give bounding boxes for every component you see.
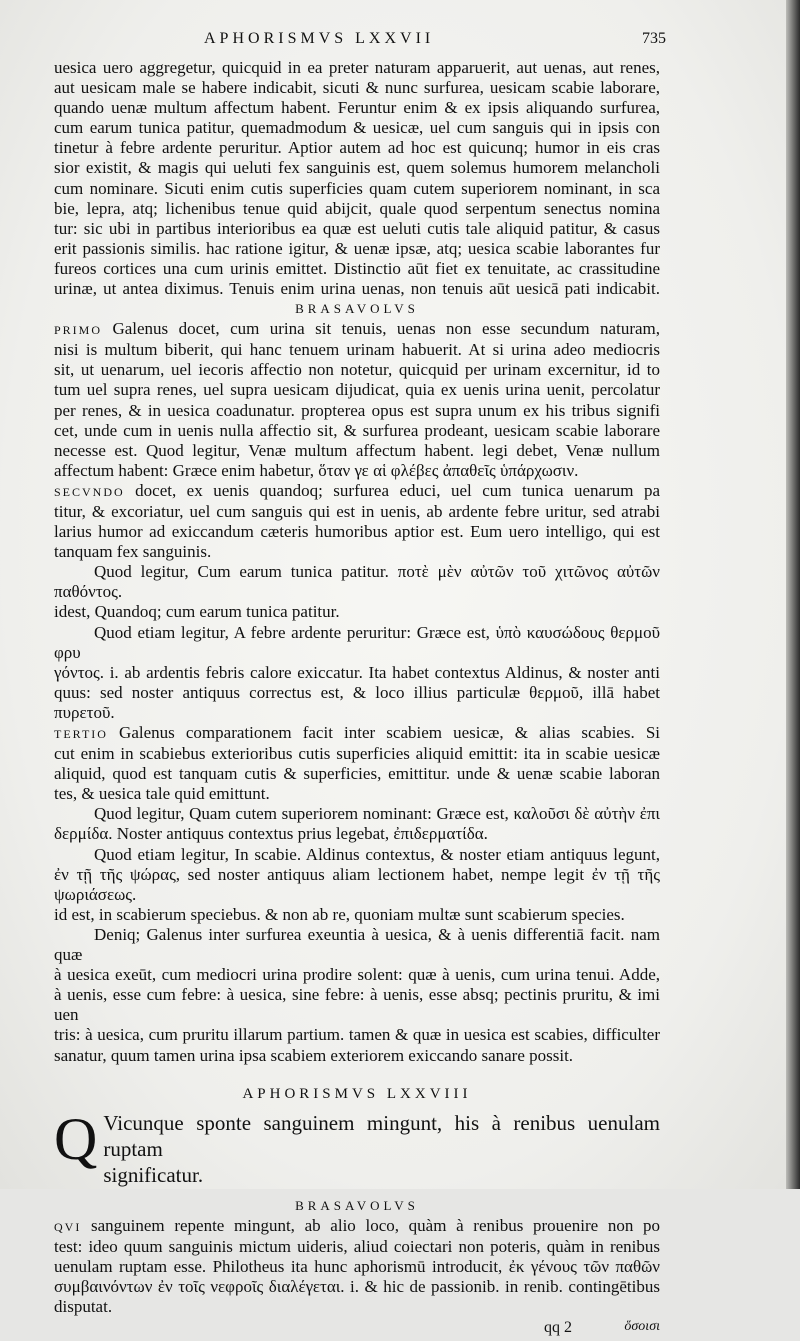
text-line: Quod legitur, Quam cutem superiorem nominant: Græce est, καλοῦσι δὲ αὐτὴν ἐπι: [94, 804, 660, 824]
paragraph-secundo: [54, 481, 660, 562]
text-line: συμβαινόντων ἐν τοῖς νεφροῖς διαλέγεται. i. & hic de passionib. in renib. contingētibus disputat.: [54, 1276, 660, 1316]
paragraph-lead-word: PRIMO: [54, 323, 103, 338]
text-line: Quod etiam legitur, In scabie. Aldinus contextus, & noster etiam antiquus legunt,: [94, 844, 660, 864]
page-footer: [54, 1317, 660, 1341]
paragraph-quod-2: [54, 623, 660, 723]
text-line: Galenus docet, cum urina sit tenuis, uenas non esse secundum naturam,: [102, 319, 660, 339]
text-line: cut enim in scabiebus exterioribus cutis superficies aliquid emittit: ita in scabie uesicæ: [54, 744, 660, 764]
text-line: aut uesicam male se habere indicabit, sicuti & nunc surfurea, uesicam scabie laborare,: [54, 78, 660, 98]
text-line: ἐν τῇ τῆς ψώρας, sed noster antiquus aliam lectionem habet, nempe legit ἐν τῇ τῆς ψωριάσεως.: [54, 864, 660, 904]
text-line: Quod etiam legitur, A febre ardente peruritur: Græce est, ὑπὸ καυσώδους θερμοῦ φρυ: [54, 622, 660, 662]
text-line: larius humor ad exiccandum cæteris humoribus aptior est. Eum uero intelligo, qui est: [54, 522, 660, 542]
text-line: sanatur, quum tamen urina ipsa scabiem exteriorem exiccando sanare possit.: [54, 1045, 574, 1065]
signature-mark: qq 2: [544, 1319, 572, 1337]
aphorism-line: significatur.: [103, 1162, 204, 1187]
text-line: Galenus comparationem facit inter scabiem uesicæ, & alias scabies. Si: [107, 723, 660, 742]
paragraph-quod-4: [54, 845, 660, 925]
text-line: tanquam fex sanguinis.: [54, 542, 212, 562]
text-line: tur: sic ubi in partibus interioribus ea quæ est ueluti cutis tale aliquid patitur, & casus: [54, 218, 660, 238]
text-line: sanguinem repente mingunt, ab alio loco, quàm à renibus prouenire non po: [81, 1215, 660, 1235]
text-block: [54, 30, 666, 1341]
aphorism-text: [54, 1105, 660, 1188]
paragraph-tertio: [54, 723, 660, 804]
text-line: titur, & excoriatur, uel cum sanguis qui est in uenis, ab ardente febre uritur, sed atrabi: [54, 501, 660, 521]
catchword: ὅσοισι: [624, 1319, 660, 1335]
text-line: uenulam ruptam esse. Philotheus ita hunc aphorismū introducit, ἐκ γένους τῶν παθῶν: [54, 1256, 660, 1276]
text-line: cet, unde cum in uenis nulla affectio sit, & surfurea prodeant, uesicam scabie laborare: [54, 420, 660, 440]
text-line: quando uenæ multum affectum habent. Feruntur enim & ex ipsis aliquando surfurea,: [54, 98, 660, 118]
text-line: idest, Quandoq; cum earum tunica patitur.: [54, 602, 340, 622]
aphorism-heading: APHORISMVS LXXVIII: [242, 1085, 472, 1102]
paragraph-qui: [54, 1216, 660, 1317]
text-line: docet, ex uenis quandoq; surfurea educi, uel cum tunica uenarum pa: [124, 480, 660, 500]
text-line: fureos cortices una cum urinis emittet. Distinctio aūt fiet ex tenuitate, ac crassitudine: [54, 258, 660, 278]
text-line: affectum habent: Græce enim habetur, ὅταν γε αἱ φλέβες ἀπαθεῖς ὑπάρχωσιν.: [54, 460, 579, 480]
aphorism-line: Vicunque sponte sanguinem mingunt, his à renibus uenulam ruptam: [103, 1110, 660, 1161]
text-line: δερμίδα. Noster antiquus contextus prius legebat, ἐπιδερματίδα.: [54, 824, 488, 844]
paragraph-lead-word: TERTIO: [54, 727, 108, 741]
text-line: bie, lepra, atq; lichenibus tenue quid abijcit, quale quod serpentum senectus nomina: [54, 198, 660, 218]
paragraph-lead-word: QVI: [54, 1219, 82, 1234]
text-line: sior existit, & magis qui ueluti fex sanguinis est, quem solemus humorem melancholi: [54, 158, 660, 178]
paragraph-primo: [54, 319, 660, 481]
text-line: à uenis, esse cum febre: à uesica, sine febre: à uenis, esse absq; pectinis pruritu, & imi uen: [54, 985, 660, 1025]
text-line: quus: sed noster antiquus correctus est, & loco illius particulæ θερμοῦ, illā habet πυρετοῦ.: [54, 682, 660, 722]
text-line: test: ideo quum sanguinis mictum uideris, aliud coiectari non poteris, quàm in renibus: [54, 1236, 660, 1256]
text-line: aliquid, quod est tanquam cutis & superficies, emittitur. unde & uenæ scabie laboran: [54, 764, 660, 784]
text-line: per renes, & in uesica coadunatur. propterea opus est supra unum ex his tribus signifi: [54, 400, 660, 420]
text-line: γόντος. i. ab ardentis febris calore exiccatur. Ita habet contextus Aldinus, & noster anti: [54, 662, 660, 682]
text-line: cum nominare. Sicuti enim cutis superficies quam cutem superiorem nominant, in sca: [54, 178, 660, 198]
text-line: erit passionis similis. hac ratione igitur, & uenæ ipsæ, atq; uesica scabie laborantes fur: [54, 238, 660, 258]
text-line: uesica uero aggregetur, quicquid in ea preter naturam apparuerit, aut uenas, aut renes,: [54, 58, 660, 77]
text-line: nisi is multum biberit, qui hanc tenuem urinam habuerit. At si urina adeo mediocris: [54, 340, 660, 360]
section-heading-brasavolus: BRASAVOLVS: [295, 1197, 419, 1213]
paragraph-quod-1: [54, 562, 660, 622]
text-line: necesse est. Quod legitur, Venæ multum affectum habent. legi debet, Venæ nullum: [54, 440, 660, 460]
commentary-top: [54, 58, 660, 299]
text-line: Deniq; Galenus inter surfurea exeuntia à uesica, & à uenis differentiā facit. nam quæ: [54, 924, 660, 965]
paragraph-lead-word: SECVNDO: [54, 484, 125, 499]
text-line: Quod legitur, Cum earum tunica patitur. ποτὲ μὲν αὐτῶν τοῦ χιτῶνος αὐτῶν παθόντος.: [54, 562, 660, 602]
drop-cap: Q: [54, 1105, 98, 1172]
text-line: tes, & uesica tale quid emittunt.: [54, 784, 270, 804]
text-line: tris: à uesica, cum pruritu illarum partium. tamen & quæ in uesica est scabies, difficulter: [54, 1025, 660, 1045]
text-line: urinæ, ut antea diximus. Tenuis enim urina uenas, non tenuis aūt uesicā pati indicabit.: [54, 279, 660, 299]
page-number: 735: [642, 30, 666, 47]
text-line: sit, ut uenarum, uel iecoris affectio non notetur, quicquid per urinam excernitur, id to: [54, 360, 660, 380]
text-line: à uesica exeūt, cum mediocri urina prodire solent: quæ à uenis, cum urina tenui. Adde,: [54, 965, 660, 985]
running-head-title: APHORISMVS LXXVII: [204, 30, 435, 47]
paragraph-quod-3: [54, 804, 660, 844]
text-line: tinetur à febre ardente peruritur. Aptior autem ad hoc est quicunq; humor in eis cras: [54, 138, 660, 158]
paragraph-denique: [54, 925, 660, 1066]
text-line: id est, in scabierum speciebus. & non ab re, quoniam multæ sunt scabierum species.: [54, 904, 625, 924]
text-line: tum uel supra renes, uel supra uesicam dijudicat, quia ex uenis urina uenit, percolatur: [54, 380, 660, 400]
running-head: [54, 30, 666, 58]
page-gutter-shadow: [786, 0, 800, 1189]
text-line: cum earum tunica patitur, quemadmodum & uesicæ, uel cum sanguis qui in ipsis con: [54, 118, 660, 138]
section-heading-brasavolus: BRASAVOLVS: [295, 301, 419, 317]
